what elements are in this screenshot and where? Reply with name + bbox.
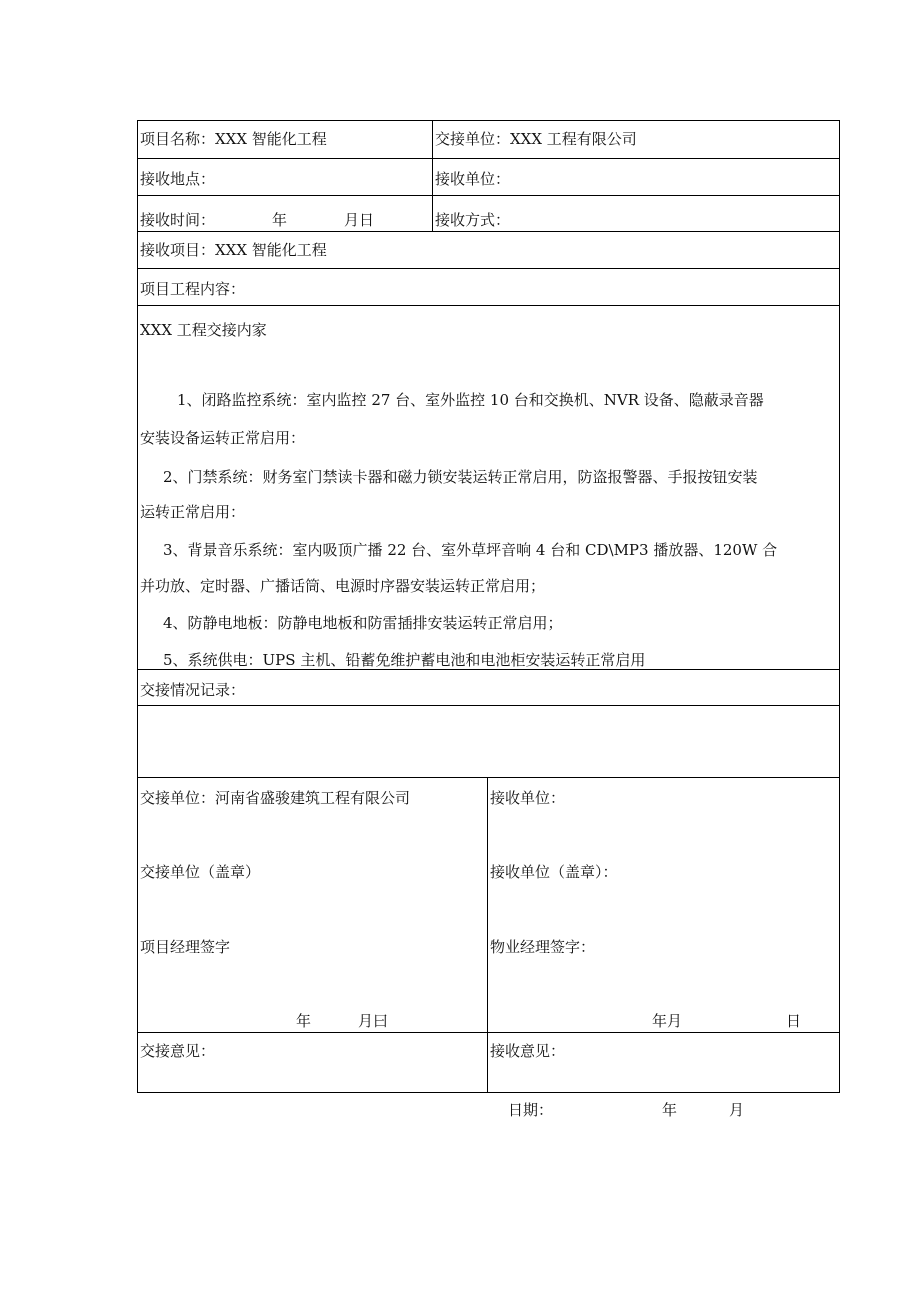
project-content-label: 项目工程内容： — [140, 280, 246, 298]
right-sign-unit: 接收单位： — [490, 789, 566, 807]
left-sign-year: 年 — [296, 1012, 312, 1030]
row-divider — [137, 1032, 840, 1033]
row-divider — [137, 268, 840, 269]
table-border-bottom — [137, 1092, 840, 1093]
row-divider — [137, 158, 840, 159]
receive-method: 接收方式： — [435, 211, 511, 229]
content-line: 3、背景音乐系统：室内吸顶广播 22 台、室外草坪音响 4 台和 CD\MP3 播放器、120W 合 — [163, 541, 778, 559]
left-sign-signature: 项目经理签字 — [140, 938, 231, 956]
row-divider — [137, 231, 840, 232]
table-border-left — [137, 120, 138, 1093]
right-sign-day: 日 — [786, 1012, 802, 1030]
content-line: 并功放、定时器、广播话筒、电源时序器安装运转正常启用； — [140, 577, 546, 595]
handover-record-label: 交接情况记录： — [140, 681, 246, 699]
date-year: 年 — [662, 1101, 678, 1119]
content-line: 安装设备运转正常启用： — [140, 429, 306, 447]
receive-project: 接收项目：XXX 智能化工程 — [140, 241, 327, 259]
receive-location: 接收地点： — [140, 170, 216, 188]
date-month: 月 — [729, 1101, 745, 1119]
content-line: 2、门禁系统：财务室门禁读卡器和磁力锁安装运转正常启用，防盗报警器、手报按钮安装 — [163, 468, 758, 486]
receive-time-year: 年 — [272, 211, 288, 229]
content-line: 运转正常启用： — [140, 503, 246, 521]
content-line: 5、系统供电：UPS 主机、铅蓄免维护蓄电池和电池柜安装运转正常启用 — [163, 651, 646, 669]
receive-time-label: 接收时间： — [140, 211, 216, 229]
content-line: 1、闭路监控系统：室内监控 27 台、室外监控 10 台和交换机、NVR 设备、隐蔽录音器 — [177, 391, 764, 409]
project-name: 项目名称：XXX 智能化工程 — [140, 130, 327, 148]
column-divider — [487, 777, 488, 1093]
handover-opinion: 交接意见： — [140, 1042, 216, 1060]
row-divider — [137, 777, 840, 778]
receive-unit: 接收单位： — [435, 170, 511, 188]
left-sign-seal: 交接单位（盖章） — [140, 863, 261, 881]
right-sign-yearmonth: 年月 — [652, 1012, 683, 1030]
date-label: 日期： — [508, 1101, 554, 1119]
left-sign-unit: 交接单位：河南省盛骏建筑工程有限公司 — [140, 789, 411, 807]
handover-unit: 交接单位：XXX 工程有限公司 — [435, 130, 637, 148]
right-sign-signature: 物业经理签字： — [490, 938, 596, 956]
receive-time-monthday: 月日 — [344, 211, 375, 229]
row-divider — [137, 705, 840, 706]
content-title: XXX 工程交接内家 — [140, 321, 267, 339]
table-border-right — [839, 120, 840, 1093]
receive-opinion: 接收意见： — [490, 1042, 566, 1060]
table-border-top — [137, 120, 840, 121]
content-line: 4、防静电地板：防静电地板和防雷插排安装运转正常启用； — [163, 614, 563, 632]
row-divider — [137, 195, 840, 196]
row-divider — [137, 305, 840, 306]
left-sign-monthday: 月曰 — [358, 1012, 389, 1030]
right-sign-seal: 接收单位（盖章）： — [490, 863, 618, 881]
column-divider — [432, 120, 433, 231]
